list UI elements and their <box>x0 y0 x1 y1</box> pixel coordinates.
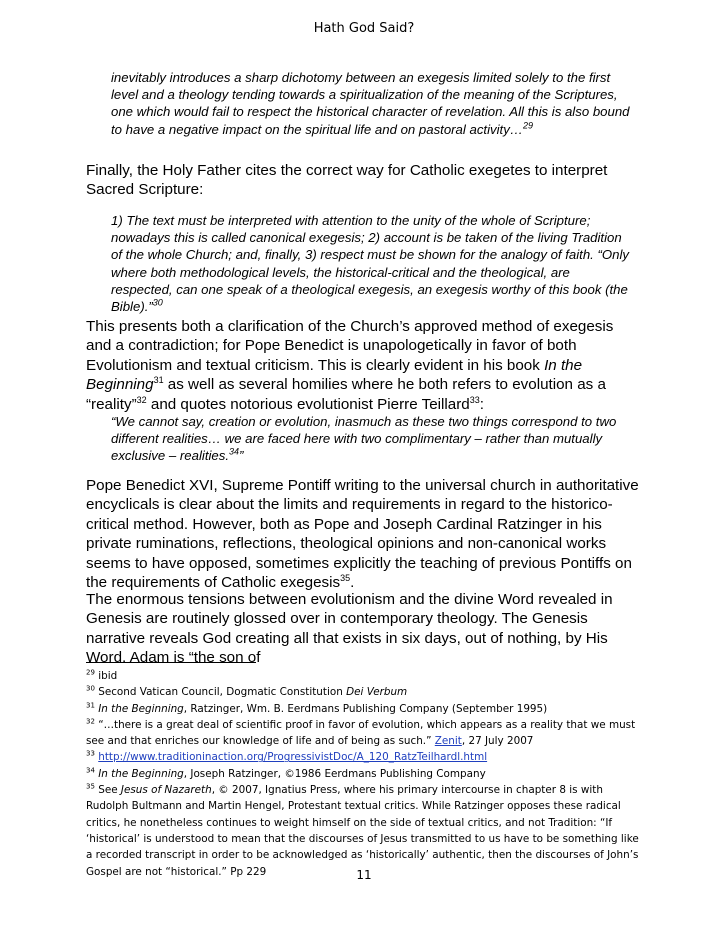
footnote-34 <box>86 766 646 782</box>
paragraph-2-text-a: This presents both a clarification of the Church’s approved method of exegesis and a contradiction; for Pope Benedict is unapologetically in favor of both Evolutionism and textual criticism. This is clearly evident in his book <box>86 318 614 374</box>
paragraph-2 <box>86 317 642 414</box>
footnote-31 <box>86 701 646 717</box>
zenit-link[interactable]: Zenit <box>434 735 462 748</box>
running-header: Hath God Said? <box>313 21 415 36</box>
block-quote-2 <box>111 212 631 315</box>
footnote-number: 35 <box>86 782 95 791</box>
footnote-ref-30[interactable]: 30 <box>152 297 163 308</box>
footnote-text: , © 2007, Ignatius Press, where his primary intercourse in chapter 8 is with Rudolph Bultmann and Martin Hengel, Protestant textual critics. While Ratzinger opposes these radical critics, he nonetheless continues to weight himself on the side of textual critics, and not Tradition: “If ‘historical’ is understood to mean that the discourses of Jesus transmitted to us have to be something like a recorded transcript in order to be acknowledged as ‘historically’ authentic, then the discourses of John’s Gospel are not “historical.” Pp 229 <box>86 784 639 878</box>
paragraph-4: The enormous tensions between evolutionism and the divine Word revealed in Genesis are routinely glossed over in contemporary theology. The Genesis narrative reveals God creating all that exists in six days, out of nothing, by His Word. Adam is “the son of <box>86 591 613 667</box>
footnote-30 <box>86 684 646 700</box>
footnote-35 <box>86 782 646 880</box>
footnote-lead: See <box>94 784 121 797</box>
footnote-number: 30 <box>86 684 95 693</box>
paragraph-2-text-c: and quotes notorious evolutionist Pierre Teillard <box>146 395 470 413</box>
footnote-separator <box>86 662 256 663</box>
footnote-title: In the Beginning <box>94 702 184 715</box>
footnote-title: In the Beginning <box>94 767 184 780</box>
footnote-title: Dei Verbum <box>346 686 408 699</box>
block-quote-3-text: “We cannot say, creation or evolution, inasmuch as these two things correspond to two different realities… we are faced here with two complimentary – rather than mutually exclusive – realities. <box>111 414 617 464</box>
paragraph-1: Finally, the Holy Father cites the correct way for Catholic exegetes to interpret Sacred Scripture: <box>86 162 608 199</box>
footnote-text: ibid <box>94 670 118 682</box>
traditioninaction-link[interactable]: http://www.traditioninaction.org/ProgressivistDoc/A_120_RatzTeilhardl.html <box>98 751 488 764</box>
footnote-ref-32[interactable]: 32 <box>136 394 147 405</box>
page-number: 11 <box>356 868 372 882</box>
footnote-number: 29 <box>86 668 95 677</box>
paragraph-2-text-d: : <box>479 395 484 413</box>
footnotes <box>86 668 646 880</box>
footnote-text-after: , 27 July 2007 <box>461 735 534 748</box>
footnote-ref-35[interactable]: 35 <box>340 572 351 583</box>
paragraph-3 <box>86 476 642 592</box>
footnote-32 <box>86 717 646 750</box>
footnote-number: 31 <box>86 701 95 710</box>
block-quote-1-text: inevitably introduces a sharp dichotomy between an exegesis limited solely to the first level and a theology tending towards a spiritualization of the meaning of the Scriptures, one which would fail to respect the historical character of revelation. All this is also bound to have a negative impact on the spiritual life and on pastoral activity… <box>111 70 630 137</box>
footnote-text: , Ratzinger, Wm. B. Eerdmans Publishing Company (September 1995) <box>183 702 548 715</box>
paragraph-2-text-b: as well as several homilies where he both refers to evolution as a “reality” <box>86 376 606 413</box>
footnote-number: 32 <box>86 717 95 726</box>
footnote-ref-33[interactable]: 33 <box>469 394 480 405</box>
footnote-text: “…there is a great deal of scientific proof in favor of evolution, which appears as a reality that we must see and that enriches our knowledge of life and of being as such.” <box>86 718 636 748</box>
footnote-29 <box>86 668 646 684</box>
footnote-ref-34[interactable]: 34 <box>229 447 240 458</box>
footnote-text: , Joseph Ratzinger, ©1986 Eerdmans Publishing Company <box>183 767 486 780</box>
footnote-ref-29[interactable]: 29 <box>522 120 533 131</box>
footnote-33 <box>86 749 646 765</box>
block-quote-3-end: ” <box>239 448 244 464</box>
paragraph-3-text: Pope Benedict XVI, Supreme Pontiff writing to the universal church in authoritative encyclicals is clear about the limits and requirements in regard to the historico-critical method. However, both as Pope and Joseph Cardinal Ratzinger in his private ruminations, reflections, theological opinions and non-canonical works seems to have opposed, sometimes explicitly the teaching of previous Pontiffs on the requirements of Catholic exegesis <box>86 477 639 592</box>
block-quote-3 <box>111 413 631 465</box>
block-quote-2-text: 1) The text must be interpreted with attention to the unity of the whole of Scripture; nowadays this is called canonical exegesis; 2) account is be taken of the living Tradition of the whole Church; and, finally, 3) respect must be shown for the analogy of faith. “Only where both methodological levels, the historical-critical and the theological, are respected, can one speak of a theological exegesis, an exegesis worthy of this book (the Bible).” <box>111 213 630 315</box>
footnote-number: 33 <box>86 750 95 759</box>
footnote-text: Second Vatican Council, Dogmatic Constitution <box>94 686 347 699</box>
footnote-title: Jesus of Nazareth <box>120 784 212 797</box>
book-title: In the Beginning <box>86 356 583 394</box>
footnote-number: 34 <box>86 766 95 775</box>
block-quote-1 <box>111 69 631 138</box>
footnote-ref-31[interactable]: 31 <box>153 375 164 386</box>
paragraph-3-end: . <box>350 574 355 592</box>
